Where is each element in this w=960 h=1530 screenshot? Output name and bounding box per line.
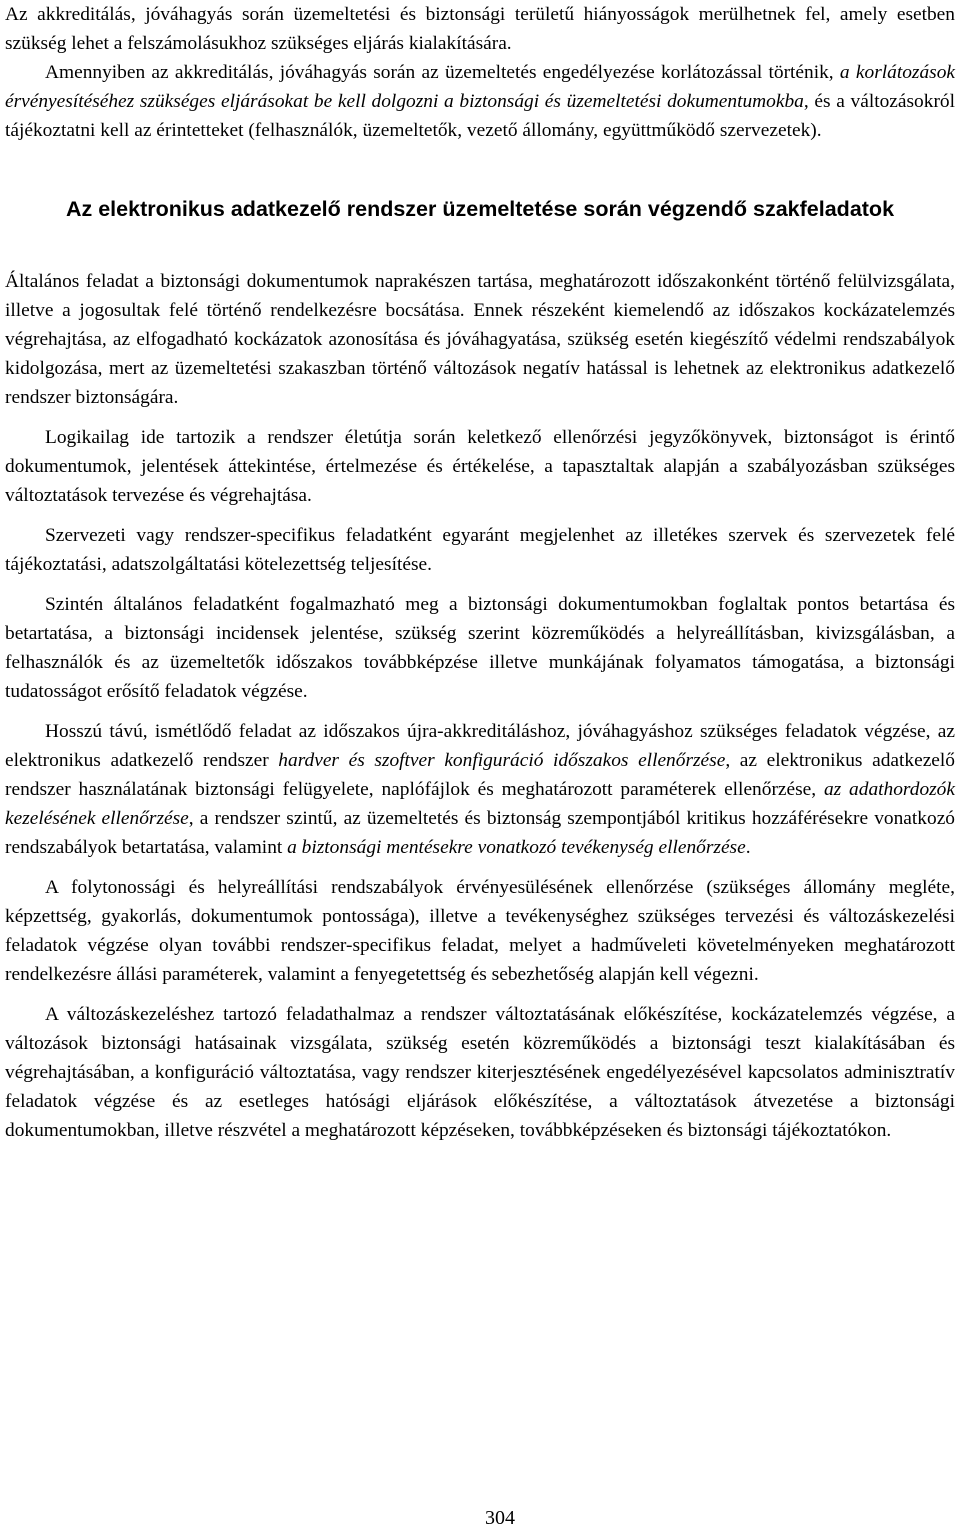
paragraph-continuity: A folytonossági és helyreállítási rendszabályok érvényesülésének ellenőrzése (szükséges állomány megléte, képzettség, gyakorlás, dokumentumok pontossága), illetve a tevékenységhez szükséges tervezési és változáskezelési feladatok végzése olyan további rendszer-specifikus feladat, melyet a hadműveleti követelményeken meghatározott rendelkezésre állási paraméterek, valamint a fenyegetettség és sebezhetőség alapján kell végezni. — [5, 877, 955, 985]
paragraph-long-term — [5, 717, 955, 862]
long-term-emphasis-3: a biztonsági mentésekre vonatkozó tevékenység ellenőrzése — [287, 837, 746, 858]
long-term-text-2: , az elektronikus adatkezelő rendszer használatának biztonsági felügyelete, naplófájlok és meghatározott paraméterek ellenőrzése, — [5, 750, 955, 800]
restriction-text-end: , és a változásokról tájékoztatni kell az érintetteket (felhasználók, üzemeltetők, vezető állomány, együttműködő szervezetek). — [5, 91, 955, 141]
paragraph-logic: Logikailag ide tartozik a rendszer életútja során keletkező ellenőrzési jegyzőkönyvek, biztonságot is érintő dokumentumok, jelentések áttekintése, értelmezése és értékelése, a tapasztaltak alapján a szabályozásban szükséges változtatások tervezése és végrehajtása. — [5, 427, 955, 506]
long-term-text-4: . — [745, 837, 751, 858]
section-heading: Az elektronikus adatkezelő rendszer üzemeltetése során végzendő szakfeladatok — [65, 197, 895, 221]
document-page — [5, 0, 955, 1145]
page-number: 304 — [485, 1507, 515, 1529]
paragraph-general-task: Általános feladat a biztonsági dokumentumok naprakészen tartása, meghatározott időszakonként történő felülvizsgálata, illetve a jogosultak felé történő rendelkezésre bocsátása. Ennek részeként kiemelendő az időszakos kockázatelemzés végrehajtása, az elfogadható kockázatok azonosítása és jóváhagyatása, szükség esetén kiegészítő védelmi rendszabályok kidolgozása, mert az üzemeltetési szakaszban történő változások negatív hatással is lehetnek az elektronikus adatkezelő rendszer biztonságára. — [5, 271, 955, 408]
restriction-emphasis: a korlátozások érvényesítéséhez szükséges eljárásokat be kell dolgozni a biztonsági és üzemeltetési dokumentumokba — [5, 62, 955, 112]
long-term-text-3: , a rendszer szintű, az üzemeltetés és biztonság szempontjából kritikus hozzáférésekre vonatkozó rendszabályok betartatása, valamint — [5, 808, 955, 858]
long-term-emphasis-1: hardver és szoftver konfiguráció időszakos ellenőrzése — [278, 750, 726, 771]
paragraph-organizational: Szervezeti vagy rendszer-specifikus feladatként egyaránt megjelenhet az illetékes szervek és szervezetek felé tájékoztatási, adatszolgáltatási kötelezettség teljesítése. — [5, 525, 955, 575]
paragraph-change-management: A változáskezeléshez tartozó feladathalmaz a rendszer változtatásának előkészítése, kockázatelemzés végzése, a változások biztonsági hatásainak vizsgálata, szükség esetén közreműködés a biztonsági teszt kialakításában és végrehajtásában, a konfiguráció változtatása, vagy rendszer kiterjesztésének engedélyezésével kapcsolatos adminisztratív feladatok végzése és az esetleges hatósági eljárások előkészítése, a változtatások átvezetése a biztonsági dokumentumokban, illetve részvétel a meghatározott képzéseken, továbbképzéseken és biztonsági tájékoztatókon. — [5, 1004, 955, 1141]
long-term-text-1: Hosszú távú, ismétlődő feladat az időszakos újra-akkreditáláshoz, jóváhagyáshoz szükséges feladatok végzése, az elektronikus adatkezelő rendszer — [5, 721, 955, 771]
paragraph-intro: Az akkreditálás, jóváhagyás során üzemeltetési és biztonsági területű hiányosságok merülhetnek fel, amely esetben szükség lehet a felszámolásukhoz szükséges eljárás kialakítására. — [5, 4, 955, 54]
restriction-text-start: Amennyiben az akkreditálás, jóváhagyás során az üzemeltetés engedélyezése korlátozással történik, — [45, 62, 840, 83]
long-term-emphasis-2: az adathordozók kezelésének ellenőrzése — [5, 779, 955, 829]
paragraph-restriction — [5, 58, 955, 145]
paragraph-general-compliance: Szintén általános feladatként fogalmazható meg a biztonsági dokumentumokban foglaltak pontos betartása és betartatása, a biztonsági incidensek jelentése, szükség szerint közreműködés a helyreállításban, kivizsgálásban, a felhasználók és az üzemeltetők időszakos továbbképzése illetve munkájának folyamatos támogatása, a biztonsági tudatosságot erősítő feladatok végzése. — [5, 594, 955, 702]
